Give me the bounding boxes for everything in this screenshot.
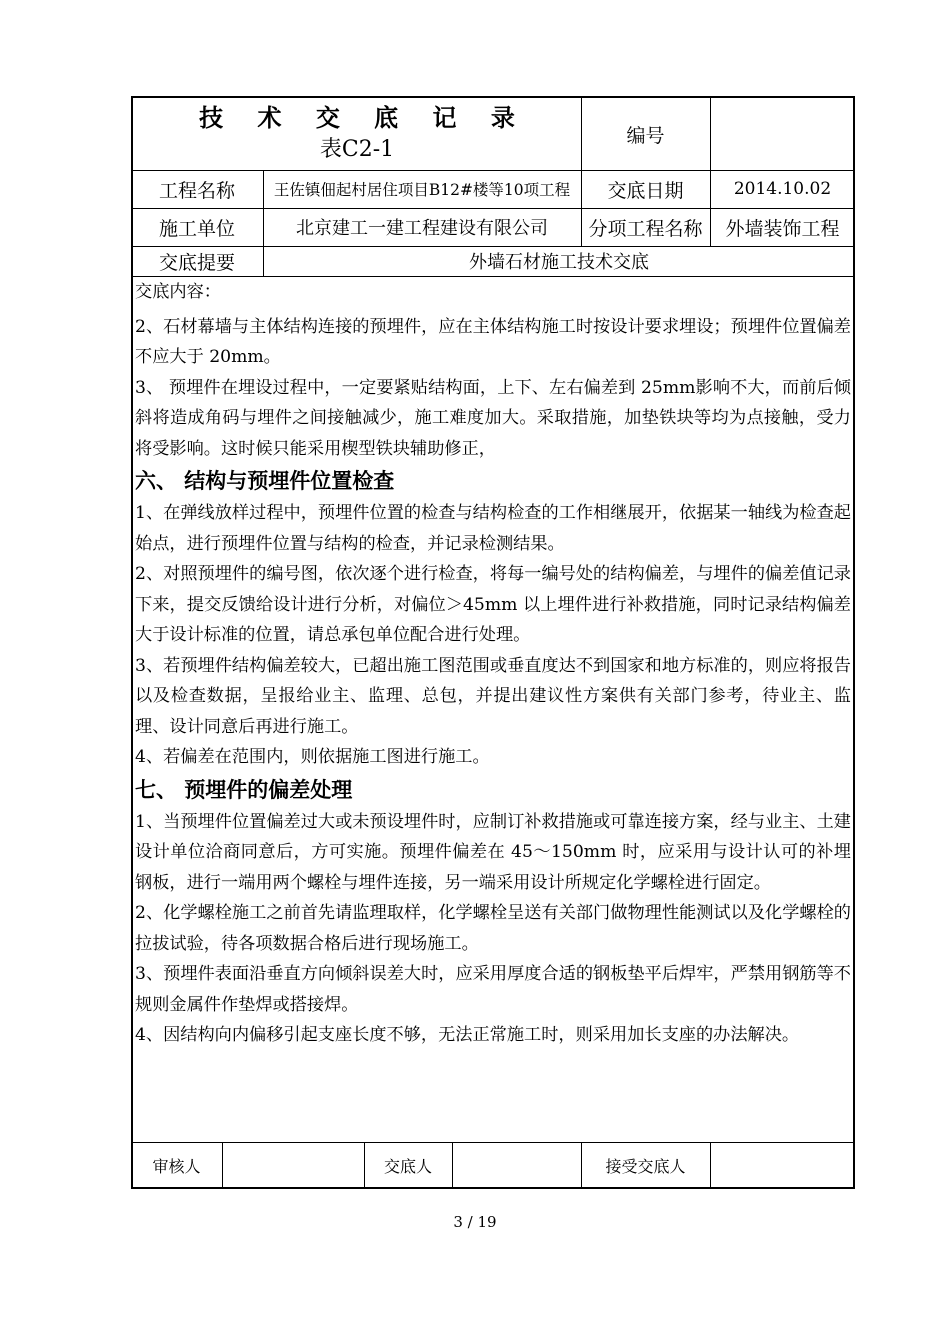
page-number: 3 / 19 xyxy=(453,1213,497,1231)
receiver-label: 接受交底人 xyxy=(605,1157,686,1176)
content-heading: 交底内容： xyxy=(135,282,221,302)
form-code: 表C2-1 xyxy=(319,136,395,162)
content-paragraph: 1、当预埋件位置偏差过大或未预设埋件时，应制订补救措施或可靠连接方案，经与业主、土建设计单位洽商同意后，方可实施。预埋件偏差在 45～150mm 时，应采用与设计认可的补埋钢板，进行一端用两个螺栓与埋件连接，另一端采用设计所规定化学螺栓进行固定。 xyxy=(135,811,851,893)
number-value xyxy=(710,98,855,170)
content-paragraph: 4、若偏差在范围内，则依据施工图进行施工。 xyxy=(135,747,490,767)
content-paragraph: 3、 预埋件在埋设过程中，一定要紧贴结构面，上下、左右偏差到 25mm影响不大，而前后倾斜将造成角码与埋件之间接触减少，施工难度加大。采取措施，加垫铁块等均为点接触，受力将受影响。这时候只能采用楔型铁块辅助修正， xyxy=(135,377,851,459)
subproject-value: 外墙装饰工程 xyxy=(725,217,840,240)
project-name-value: 王佐镇佃起村居住项目B12#楼等10项工程 xyxy=(273,181,571,199)
summary-label: 交底提要 xyxy=(158,251,235,274)
briefing-content xyxy=(135,277,851,1051)
contractor-label: 施工单位 xyxy=(158,217,235,240)
document-title: 技 术 交 底 记 录 xyxy=(199,102,528,132)
subproject-label: 分项工程名称 xyxy=(588,217,703,240)
date-value: 2014.10.02 xyxy=(733,179,832,199)
presenter-value xyxy=(452,1142,581,1189)
content-paragraph: 2、石材幕墙与主体结构连接的预埋件，应在主体结构施工时按设计要求埋设；预埋件位置偏差不应大于 20mm。 xyxy=(135,316,851,367)
date-label: 交底日期 xyxy=(607,179,684,202)
presenter-label: 交底人 xyxy=(383,1157,432,1176)
content-paragraph: 4、因结构向内偏移引起支座长度不够，无法正常施工时，则采用加长支座的办法解决。 xyxy=(135,1025,800,1045)
receiver-value xyxy=(710,1142,855,1189)
summary-value: 外墙石材施工技术交底 xyxy=(469,252,649,273)
content-paragraph: 3、预埋件表面沿垂直方向倾斜误差大时，应采用厚度合适的钢板垫平后焊牢，严禁用钢筋等不规则金属件作垫焊或搭接焊。 xyxy=(135,964,851,1015)
reviewer-label: 审核人 xyxy=(152,1157,201,1176)
content-paragraph: 1、在弹线放样过程中，预埋件位置的检查与结构检查的工作相继展开，依据某一轴线为检查起始点，进行预埋件位置与结构的检查，并记录检测结果。 xyxy=(135,503,851,554)
section-heading: 七、 预埋件的偏差处理 xyxy=(135,777,353,802)
section-heading: 六、 结构与预埋件位置检查 xyxy=(135,469,395,493)
reviewer-value xyxy=(222,1142,364,1189)
content-paragraph: 2、对照预埋件的编号图，依次逐个进行检查，将每一编号处的结构偏差，与埋件的偏差值记录下来，提交反馈给设计进行分析，对偏位＞45mm 以上埋件进行补救措施，同时记录结构偏差大于设计标准的位置，请总承包单位配合进行处理。 xyxy=(135,564,851,645)
content-paragraph: 3、若预埋件结构偏差较大，已超出施工图范围或垂直度达不到国家和地方标准的，则应将报告以及检查数据，呈报给业主、监理、总包，并提出建议性方案供有关部门参考，待业主、监理、设计同意后再进行施工。 xyxy=(135,655,851,737)
content-paragraph: 2、化学螺栓施工之前首先请监理取样，化学螺栓呈送有关部门做物理性能测试以及化学螺栓的拉拔试验，待各项数据合格后进行现场施工。 xyxy=(135,903,851,954)
project-name-label: 工程名称 xyxy=(158,179,235,202)
number-label: 编号 xyxy=(626,124,665,147)
contractor-value: 北京建工一建工程建设有限公司 xyxy=(296,218,548,239)
